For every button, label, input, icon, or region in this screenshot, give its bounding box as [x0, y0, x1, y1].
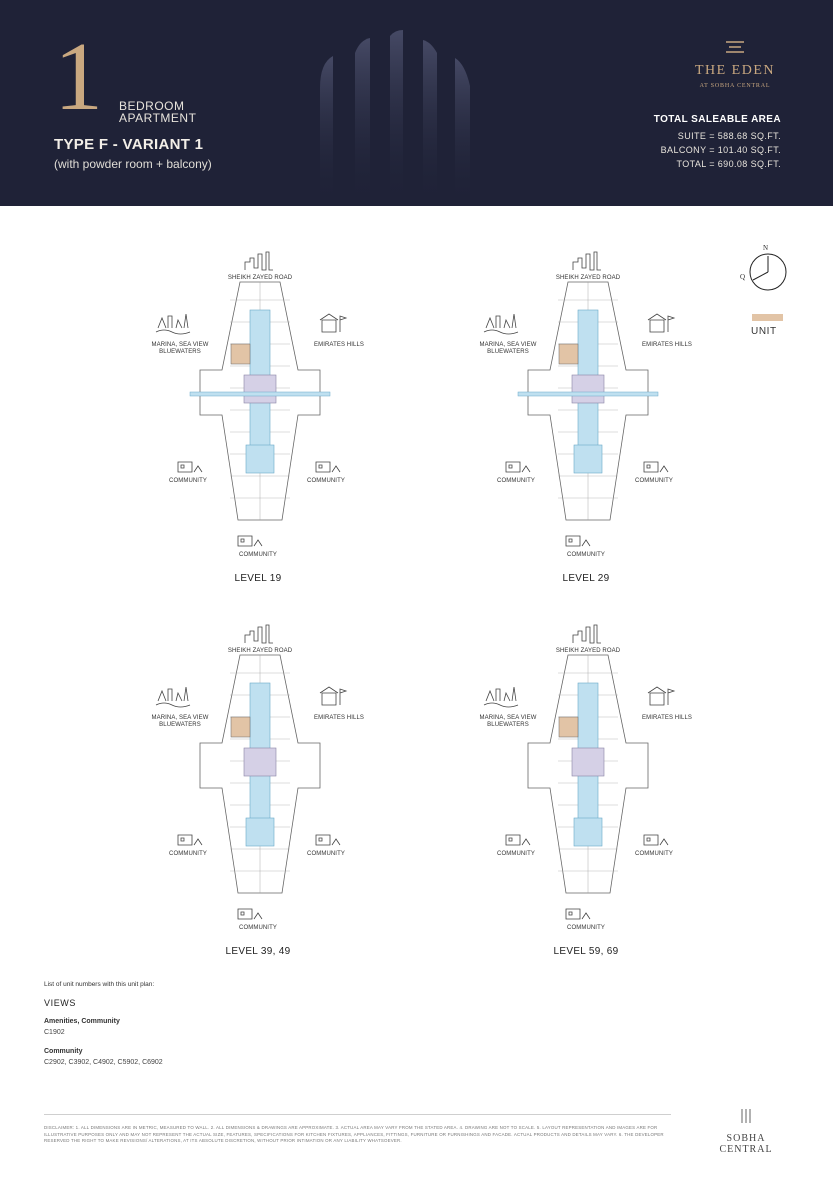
community-icon-east	[644, 462, 668, 472]
compass-north-label: N	[763, 244, 769, 252]
west-view-label: MARINA, SEA VIEW	[479, 715, 537, 721]
community-label-east: COMMUNITY	[307, 478, 345, 484]
west-view-label-2: BLUEWATERS	[159, 722, 201, 728]
road-label: SHEIKH ZAYED ROAD	[555, 275, 621, 281]
west-view-label-2: BLUEWATERS	[487, 349, 529, 355]
marina-icon	[484, 687, 518, 707]
community-label-south: COMMUNITY	[239, 552, 277, 558]
level-label: LEVEL 19	[234, 573, 282, 584]
west-view-label: MARINA, SEA VIEW	[479, 342, 537, 348]
community-label-east: COMMUNITY	[635, 851, 673, 857]
unit-group-values: C1902	[44, 1029, 65, 1036]
bedroom-count: 1	[54, 23, 103, 131]
floor-plan-drawing	[478, 613, 698, 968]
area-total: TOTAL = 690.08 SQ.FT.	[676, 159, 781, 169]
east-view-label: EMIRATES HILLS	[642, 342, 692, 348]
area-title: TOTAL SALEABLE AREA	[653, 114, 781, 125]
bedroom-line-2: APARTMENT	[119, 111, 197, 125]
floor-plan-level-59-69	[478, 613, 698, 968]
floor-plan-level-29	[478, 240, 698, 595]
skyline-icon	[573, 252, 601, 270]
highlighted-unit	[559, 344, 578, 364]
community-icon-south	[566, 909, 590, 919]
community-label-west: COMMUNITY	[169, 478, 207, 484]
level-label: LEVEL 29	[562, 573, 610, 584]
community-icon-south	[566, 536, 590, 546]
unit-type-title: TYPE F - VARIANT 1	[54, 136, 204, 153]
sobha-logo-icon	[739, 1108, 753, 1124]
road-label: SHEIKH ZAYED ROAD	[227, 648, 293, 654]
community-label-west: COMMUNITY	[497, 851, 535, 857]
community-icon-south	[238, 536, 262, 546]
east-view-label: EMIRATES HILLS	[642, 715, 692, 721]
highlighted-unit	[231, 717, 250, 737]
east-view-label: EMIRATES HILLS	[314, 715, 364, 721]
road-label: SHEIKH ZAYED ROAD	[555, 648, 621, 654]
west-view-label-2: BLUEWATERS	[487, 722, 529, 728]
brand-sub: AT SOBHA CENTRAL	[699, 83, 771, 89]
floor-plan-level-39-49	[150, 613, 370, 968]
skyline-icon	[573, 625, 601, 643]
views-title: VIEWS	[44, 998, 77, 1008]
community-label-east: COMMUNITY	[635, 478, 673, 484]
corridor	[190, 392, 330, 396]
community-icon-south	[238, 909, 262, 919]
brand-logo	[681, 40, 789, 89]
area-suite: SUITE = 588.68 SQ.FT.	[677, 131, 781, 141]
marina-icon	[156, 314, 190, 334]
footer-logo	[703, 1108, 789, 1155]
highlighted-unit	[231, 344, 250, 364]
eden-leaf-icon	[724, 40, 746, 54]
villa-icon	[648, 314, 674, 332]
community-icon-west	[178, 835, 202, 845]
villa-icon	[320, 314, 346, 332]
unit-list-intro: List of unit numbers with this unit plan:	[44, 981, 155, 988]
community-label-south: COMMUNITY	[567, 925, 605, 931]
east-view-label: EMIRATES HILLS	[314, 342, 364, 348]
marina-icon	[156, 687, 190, 707]
floor-plan-level-19	[150, 240, 370, 595]
community-label-south: COMMUNITY	[239, 925, 277, 931]
unit-group-values: C2902, C3902, C4902, C5902, C6902	[44, 1059, 163, 1066]
community-icon-east	[316, 462, 340, 472]
compass-icon	[738, 244, 790, 292]
floor-plan-drawing	[150, 240, 370, 595]
corridor	[518, 392, 658, 396]
west-view-label-2: BLUEWATERS	[159, 349, 201, 355]
compass-q-label: Q	[740, 273, 746, 281]
community-icon-east	[644, 835, 668, 845]
marina-icon	[484, 314, 518, 334]
skyline-icon	[245, 625, 273, 643]
villa-icon	[648, 687, 674, 705]
compass	[738, 244, 790, 292]
unit-legend-swatch	[752, 314, 783, 321]
footer-brand-name: SOBHA CENTRAL	[719, 1133, 773, 1155]
west-view-label: MARINA, SEA VIEW	[151, 342, 209, 348]
community-label-east: COMMUNITY	[307, 851, 345, 857]
header-banner	[0, 0, 833, 206]
floor-plan-drawing	[478, 240, 698, 595]
community-label-south: COMMUNITY	[567, 552, 605, 558]
lift-lobby	[572, 375, 604, 403]
stair-core	[574, 445, 602, 473]
stair-core	[246, 818, 274, 846]
tower-graphic	[315, 28, 475, 206]
community-icon-east	[316, 835, 340, 845]
area-balcony: BALCONY = 101.40 SQ.FT.	[660, 145, 781, 155]
floor-plan-drawing	[150, 613, 370, 968]
unit-group-heading: Community	[44, 1048, 83, 1055]
community-label-west: COMMUNITY	[497, 478, 535, 484]
community-icon-west	[506, 462, 530, 472]
lift-lobby	[244, 375, 276, 403]
west-view-label: MARINA, SEA VIEW	[151, 715, 209, 721]
brand-name: THE EDEN	[694, 63, 776, 78]
community-icon-west	[178, 462, 202, 472]
unit-list	[44, 981, 163, 1078]
bedroom-label	[119, 100, 196, 124]
unit-legend-label: UNIT	[751, 326, 777, 337]
stair-core	[574, 818, 602, 846]
level-label: LEVEL 39, 49	[225, 946, 291, 957]
skyline-icon	[245, 252, 273, 270]
level-label: LEVEL 59, 69	[553, 946, 619, 957]
saleable-area	[654, 114, 781, 171]
community-label-west: COMMUNITY	[169, 851, 207, 857]
villa-icon	[320, 687, 346, 705]
lift-lobby	[572, 748, 604, 776]
lift-lobby	[244, 748, 276, 776]
unit-type-subtitle: (with powder room + balcony)	[54, 157, 212, 171]
community-icon-west	[506, 835, 530, 845]
highlighted-unit	[559, 717, 578, 737]
disclaimer: DISCLAIMER: 1. ALL DIMENSIONS ARE IN METRIC, MEASURED TO WALL. 2. ALL DIMENSIONS & DRAWINGS ARE APPROXIMATE. 3. ACTUAL AREA MAY VARY FROM THE STATED AREA. 4. DRAWING ARE NOT TO SCALE. 5. LAYOUT REPRESENTATION AND IMAGES ARE FOR ILLUSTRATIVE PURPOSES ONLY AND MAY NOT REPRESENT THE ACTUAL SIZE, FEATURES, SPECIFICATIONS FOR KITCHEN FIXTURES, APPLIANCES, FITTINGS, FURNITURE OR FURNISHINGS AND FACADE. ACTUAL PRODUCTS AND DETAILS MAY VARY. 6. THE DEVELOPER RESERVED THE RIGHT TO MAKE REVISIONS/ ALTERATIONS, AT ITS ABSOLUTE DISCRETION, WITHOUT PRIOR INTIMATION OR ANY LIABILITY WHATSOEVER.	[44, 1125, 664, 1143]
bedroom-line-1: BEDROOM	[119, 99, 185, 113]
stair-core	[246, 445, 274, 473]
footer-divider	[44, 1114, 671, 1115]
road-label: SHEIKH ZAYED ROAD	[227, 275, 293, 281]
unit-group-heading: Amenities, Community	[44, 1018, 120, 1025]
